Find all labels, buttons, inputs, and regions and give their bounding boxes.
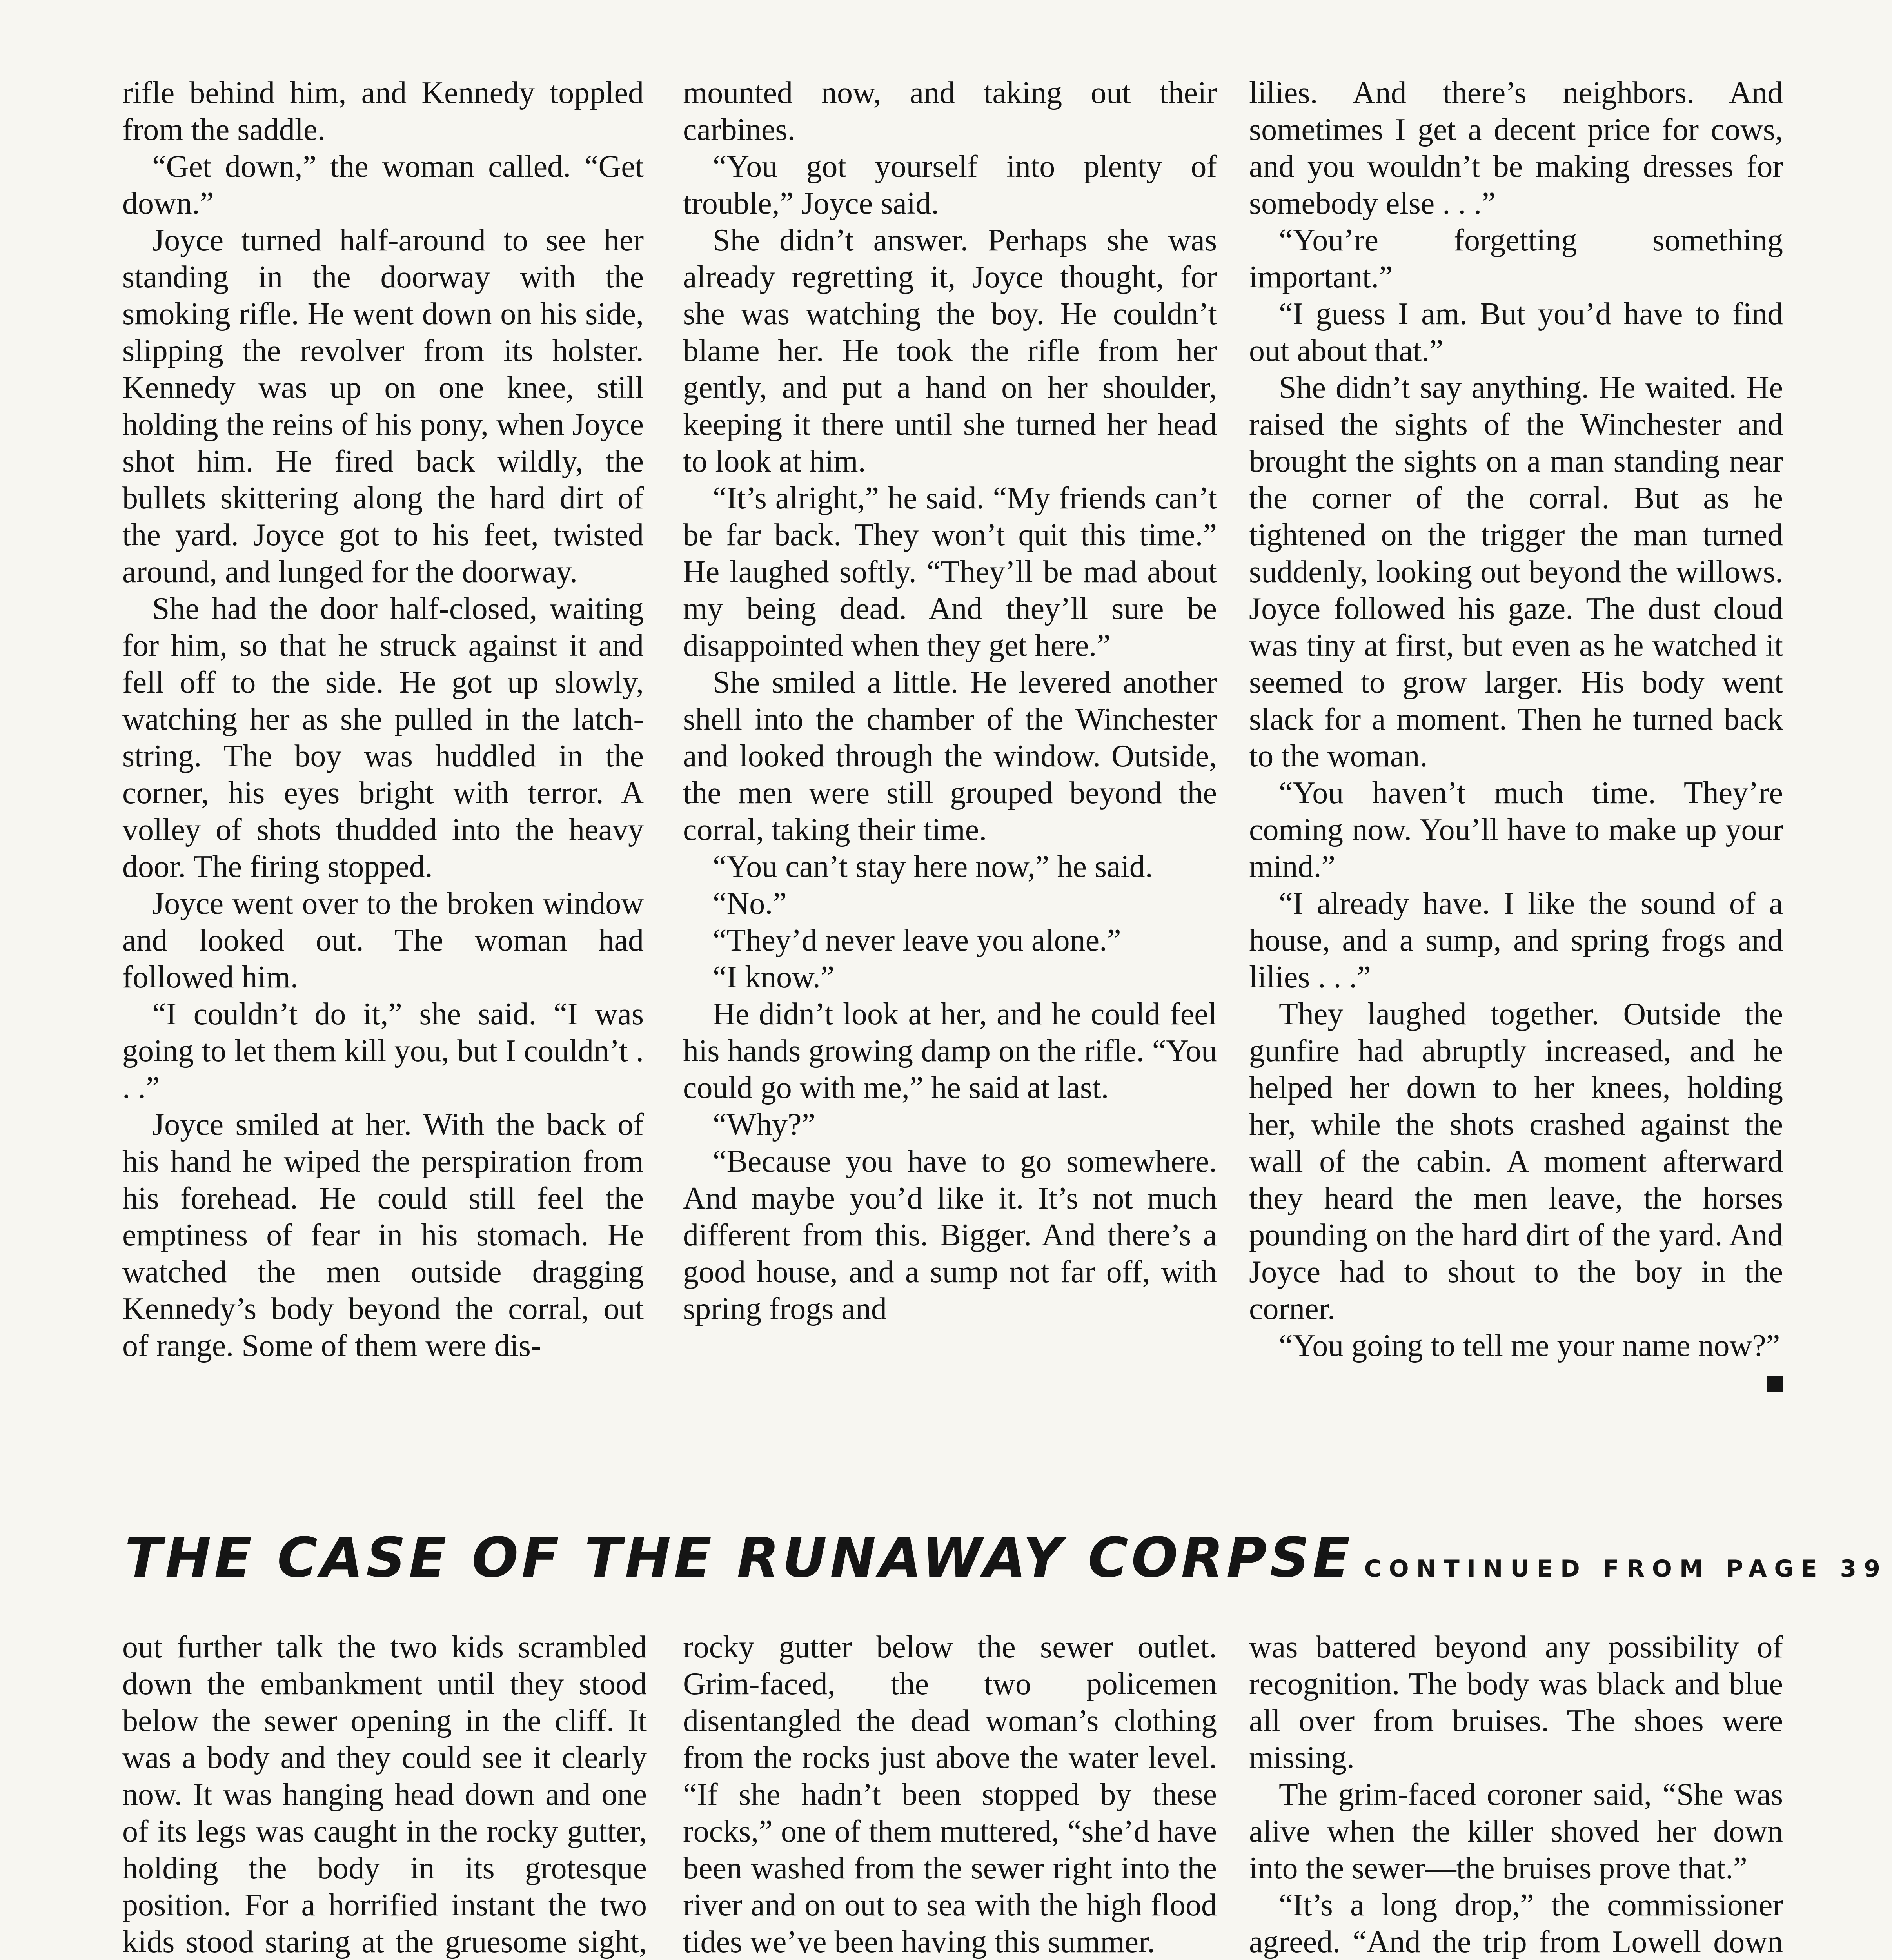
article-column-1 [122, 1629, 647, 1960]
story-column-1 [122, 74, 644, 1364]
paragraph: “You’re forgetting something important.” [1249, 223, 1783, 294]
paragraph: Joyce smiled at her. With the back of his hand he wiped the perspiration from his forehead. He could still feel the emptiness of fear in his stomach. He watched the men outside dragging Kennedy’s body beyond the corral, out of range. Some of them were dis- [122, 1107, 644, 1363]
story-column-3 [1249, 74, 1783, 1392]
paragraph: “Because you have to go somewhere. And maybe you’d like it. It’s not much different from this. Bigger. And there’s a good house, and a sump not far off, with spring frogs and [683, 1144, 1217, 1326]
paragraph: “It’s alright,” he said. “My friends can’t be far back. They won’t quit this time.” He laughed softly. “They’ll be mad about my being dead. And they’ll sure be disappointed when they get here.” [683, 481, 1217, 663]
paragraph: “I already have. I like the sound of a house, and a sump, and spring frogs and lilies . . .” [1249, 886, 1783, 995]
paragraph: “No.” [713, 886, 787, 921]
paragraph [1249, 1327, 1783, 1364]
paragraph: Joyce went over to the broken window and looked out. The woman had followed him. [122, 886, 644, 995]
paragraph: “It’s a long drop,” the commissioner agreed. “And the trip from Lowell down [1249, 1888, 1783, 1959]
paragraph: “They’d never leave you alone.” [713, 923, 1121, 958]
paragraph: Joyce turned half-around to see her standing in the doorway with the smoking rifle. He went down on his side, slipping the revolver from its holster. Kennedy was up on one knee, still holding the reins of his pony, when Joyce shot him. He fired back wildly, the bullets skittering along the hard dirt of the yard. Joyce got to his feet, twisted around, and lunged for the doorway. [122, 223, 644, 589]
continued-from-label: CONTINUED FROM PAGE 39 [1364, 1555, 1888, 1583]
end-of-story-mark [1767, 1376, 1783, 1392]
paragraph-text: “You going to tell me your name now?” [1279, 1328, 1780, 1363]
paragraph: rifle behind him, and Kennedy toppled from the saddle. [122, 76, 644, 147]
paragraph: lilies. And there’s neighbors. And sometimes I get a decent price for cows, and you wouldn’t be making dresses for somebody else . . .” [1249, 76, 1783, 221]
paragraph: She smiled a little. He levered another shell into the chamber of the Winchester and looked through the window. Outside, the men were still grouped beyond the corral, taking their time. [683, 665, 1217, 847]
article-headline [125, 1526, 1888, 1590]
paragraph: They laughed together. Outside the gunfire had abruptly increased, and he helped her down to her knees, holding her, while the shots crashed against the wall of the cabin. A moment afterward they heard the men leave, the horses pounding on the hard dirt of the yard. And Joyce had to shout to the boy in the corner. [1249, 997, 1783, 1326]
paragraph: “Get down,” the woman called. “Get down.” [122, 149, 644, 221]
paragraph: The grim-faced coroner said, “She was alive when the killer shoved her down into the sewer—the bruises prove that.” [1249, 1777, 1783, 1886]
paragraph: She had the door half-closed, waiting for him, so that he struck against it and fell off to the side. He got up slowly, watching her as she pulled in the latch-string. The boy was huddled in the corner, his eyes bright with terror. A volley of shots thudded into the heavy door. The firing stopped. [122, 592, 644, 884]
paragraph: out further talk the two kids scrambled down the embankment until they stood below the sewer opening in the cliff. It was a body and they could see it clearly now. It was hanging head down and one of its legs was caught in the rocky gutter, holding the body in its grotesque position. For a horrified instant the two kids stood staring at the gruesome sight, [122, 1630, 647, 1959]
paragraph: was battered beyond any possibility of recognition. The body was black and blue all over from bruises. The shoes were missing. [1249, 1630, 1783, 1775]
article-column-3 [1249, 1629, 1783, 1960]
paragraph: He didn’t look at her, and he could feel his hands growing damp on the rifle. “You could go with me,” he said at last. [683, 997, 1217, 1105]
paragraph: “You got yourself into plenty of trouble,” Joyce said. [683, 149, 1217, 221]
paragraph: “I know.” [713, 960, 835, 995]
paragraph: “You can’t stay here now,” he said. [713, 849, 1153, 884]
paragraph: She didn’t answer. Perhaps she was already regretting it, Joyce thought, for she was watching the boy. He couldn’t blame her. He took the rifle from her gently, and put a hand on her shoulder, keeping it there until she turned her head to look at him. [683, 223, 1217, 479]
paragraph: “I couldn’t do it,” she said. “I was going to let them kill you, but I couldn’t . . .” [122, 997, 644, 1105]
headline-title: THE CASE OF THE RUNAWAY CORPSE [125, 1526, 1353, 1590]
paragraph: “You haven’t much time. They’re coming now. You’ll have to make up your mind.” [1249, 776, 1783, 884]
story-column-2 [683, 74, 1217, 1327]
paragraph: rocky gutter below the sewer outlet. Grim-faced, the two policemen disentangled the dead woman’s clothing from the rocks just above the water level. “If she hadn’t been stopped by these rocks,” one of them muttered, “she’d have been washed from the sewer right into the river and on out to sea with the high flood tides we’ve been having this summer. [683, 1630, 1217, 1959]
paragraph: “Why?” [713, 1107, 816, 1142]
paragraph: “I guess I am. But you’d have to find out about that.” [1249, 297, 1783, 368]
paragraph: She didn’t say anything. He waited. He raised the sights of the Winchester and brought the sights on a man standing near the corner of the corral. But as he tightened on the trigger the man turned suddenly, looking out beyond the willows. Joyce followed his gaze. The dust cloud was tiny at first, but even as he watched it seemed to grow larger. His body went slack for a moment. Then he turned back to the woman. [1249, 370, 1783, 773]
article-column-2 [683, 1629, 1217, 1960]
paragraph: mounted now, and taking out their carbines. [683, 76, 1217, 147]
